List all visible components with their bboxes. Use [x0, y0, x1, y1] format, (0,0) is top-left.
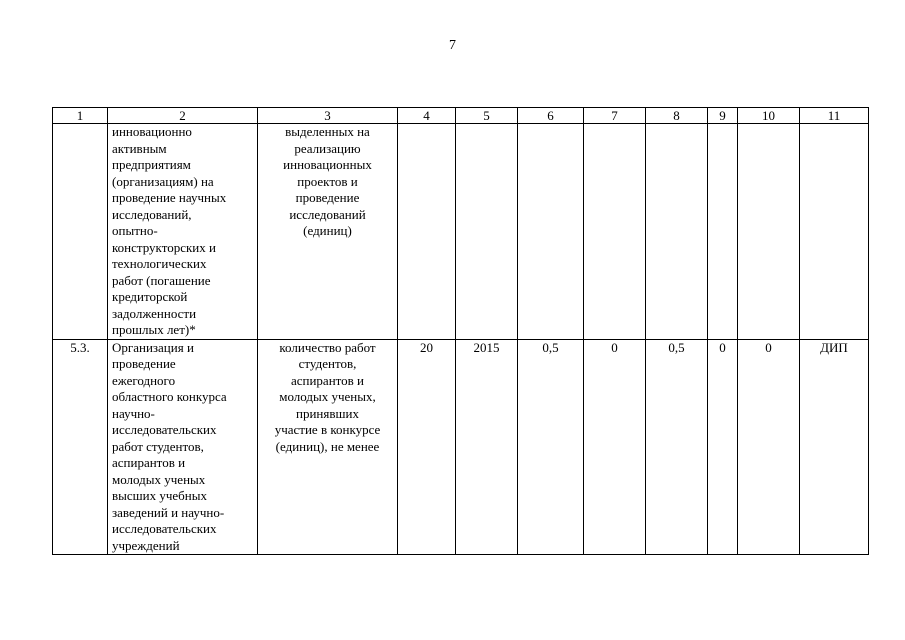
column-number-8: 8	[646, 108, 708, 124]
measure-name-cell: инновационно активным предприятиям (организациям) на проведение научных исследований, опытно- конструкторских и технологических работ (погашение кредиторской задолженности прошлых лет)*	[108, 124, 258, 340]
value-cell	[584, 124, 646, 340]
column-number-5: 5	[456, 108, 518, 124]
column-number-9: 9	[708, 108, 738, 124]
column-number-1: 1	[53, 108, 108, 124]
executor-cell: ДИП	[800, 339, 869, 555]
indicator-cell: выделенных на реализацию инновационных проектов и проведение исследований (единиц)	[258, 124, 398, 340]
column-number-3: 3	[258, 108, 398, 124]
column-number-11: 11	[800, 108, 869, 124]
year-cell	[456, 124, 518, 340]
column-number-7: 7	[584, 108, 646, 124]
value-cell	[398, 124, 456, 340]
value-cell	[646, 124, 708, 340]
row-number-cell	[53, 124, 108, 340]
column-number-2: 2	[108, 108, 258, 124]
column-number-4: 4	[398, 108, 456, 124]
column-number-10: 10	[738, 108, 800, 124]
value-cell	[518, 124, 584, 340]
column-number-row	[53, 108, 869, 124]
column-number-6: 6	[518, 108, 584, 124]
table-row	[53, 124, 869, 340]
program-table	[52, 107, 869, 555]
value-cell: 0	[708, 339, 738, 555]
table-row	[53, 339, 869, 555]
value-cell	[738, 124, 800, 340]
value-cell	[708, 124, 738, 340]
value-cell: 20	[398, 339, 456, 555]
executor-cell	[800, 124, 869, 340]
indicator-cell: количество работ студентов, аспирантов и молодых ученых, принявших участие в конкурсе (единиц), не менее	[258, 339, 398, 555]
value-cell: 0	[738, 339, 800, 555]
value-cell: 0,5	[518, 339, 584, 555]
value-cell: 0,5	[646, 339, 708, 555]
page-number: 7	[449, 38, 456, 53]
year-cell: 2015	[456, 339, 518, 555]
value-cell: 0	[584, 339, 646, 555]
measure-name-cell: Организация и проведение ежегодного областного конкурса научно- исследовательских работ студентов, аспирантов и молодых ученых высших учебных заведений и научно- исследовательских учреждений	[108, 339, 258, 555]
row-number-cell: 5.3.	[53, 339, 108, 555]
